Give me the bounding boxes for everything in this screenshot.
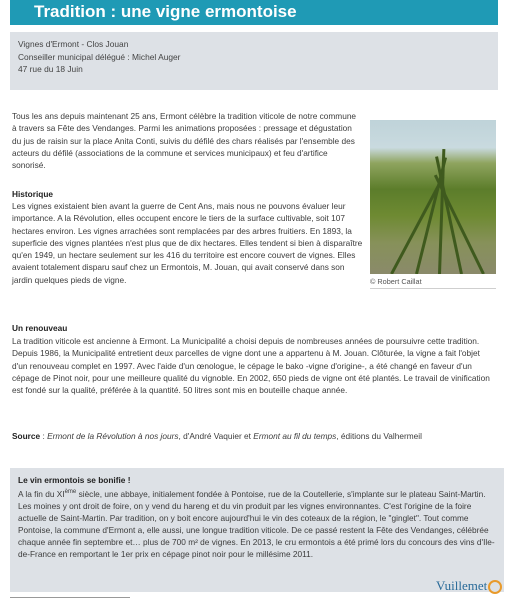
note-rest: siècle, une abbaye, initialement fondée à Pontoise, rue de la Coutellerie, s'implante sur le plateau Saint-Martin. Les moines y ont droit de foire, on y vend du hareng et du vin produit par les vignes environnantes. C'est l'origine de la foire actuelle de Saint-Martin. Par tradition, on y boit encore aujourd'hui le vin des coteaux de la région, le "ginglet". Tout comme Pontoise, la commune d'Ermont a, elle aussi, une longue tradition viticole. De ce passé restent la Fête des Vendanges, célébrée chaque année fin septembre et… plus de 700 m² de vignes. En 2013, le cru ermontois a été primé lors du concours des vins d'Ile-de-France en remportant le 1er prix en cépage pinot noir pour le millésime 2011. bbox=[18, 488, 495, 560]
vuillemet-logo: Vuillemet bbox=[436, 578, 488, 593]
intro-paragraph: Tous les ans depuis maintenant 25 ans, Ermont célèbre la tradition viticole de notre commune à travers sa Fête des Vendanges. Parmi les animations proposées : pressage et dégustation du jus de raisin sur la place Anita Conti, suivis du défilé des chars réalisés par l'ensemble des acteurs du défilé (associations de la commune et services municipaux) et feu d'artifice sonorisé. bbox=[12, 111, 357, 171]
note-title: Le vin ermontois se bonifie ! bbox=[18, 475, 131, 485]
note-paragraph bbox=[18, 486, 498, 560]
note-sup: ème bbox=[64, 489, 77, 496]
renouveau-heading: Un renouveau bbox=[12, 323, 68, 333]
renouveau-paragraph: La tradition viticole est ancienne à Ermont. La Municipalité a choisi depuis de nombreuses années de poursuivre cette tradition. Depuis 1986, la Municipalité entretient deux parcelles de vigne dont une a appartenu à M. Jouan. Clôturée, la vigne a fait l'objet d'un renouveau complet en 1997. Avec l'aide d'un œnologue, le cépage le bako -vigne d'origine-, a été changé en faveur d'un cépage de Pinot noir, pour une meilleure qualité du vignoble. En 2002, 650 pieds de vigne ont été plantés. Le travail de vinification est fondé sur la qualité, préférée à la quantité. 50 litres sont mis en bouteille chaque année. bbox=[12, 336, 490, 396]
source-sep: : bbox=[40, 431, 48, 441]
source-mid: , d'André Vaquier et bbox=[178, 431, 254, 441]
title-bar bbox=[10, 0, 498, 25]
info-line-1: Vignes d'Ermont - Clos Jouan bbox=[18, 39, 129, 49]
info-box bbox=[10, 32, 498, 90]
info-line-3: 47 rue du 18 Juin bbox=[18, 64, 83, 75]
source-book-2: Ermont au fil du temps bbox=[253, 431, 337, 441]
info-line-2: Conseiller municipal délégué : Michel Auger bbox=[18, 51, 181, 62]
vineyard-photo bbox=[370, 120, 496, 274]
source-book-1: Ermont de la Révolution à nos jours bbox=[47, 431, 179, 441]
footer-divider bbox=[10, 597, 130, 598]
source-line bbox=[12, 430, 496, 442]
logo-ring-icon bbox=[488, 580, 502, 594]
photo-credit: © Robert Caillat bbox=[370, 276, 496, 289]
note-box bbox=[10, 468, 504, 592]
historique-heading: Historique bbox=[12, 189, 54, 199]
source-label: Source bbox=[12, 431, 41, 441]
source-end: , éditions du Valhermeil bbox=[336, 431, 422, 441]
note-start: A la fin du XI bbox=[18, 488, 65, 499]
page-title: Tradition : une vigne ermontoise bbox=[34, 2, 297, 21]
historique-paragraph: Les vignes existaient bien avant la guerre de Cent Ans, mais nous ne pouvons évaluer leur importance. A la Révolution, elles occupent encore le tiers de la surface cultivable, soit 107 hectares environ. Les vignes arrachées sont remplacées par des arbres fruitiers. En 1893, la superficie des vignes plantées n'est plus que de dix hectares. Elles tendent si bien à disparaître qu'en 1949, un hectare seulement sur les 416 du territoire est encore couvert de vignes. Elles avaient totalement disparu sauf chez un Ermontois, M. Jouan, qui avait conservé dans son jardin quelques pieds de vigne. bbox=[12, 201, 363, 285]
